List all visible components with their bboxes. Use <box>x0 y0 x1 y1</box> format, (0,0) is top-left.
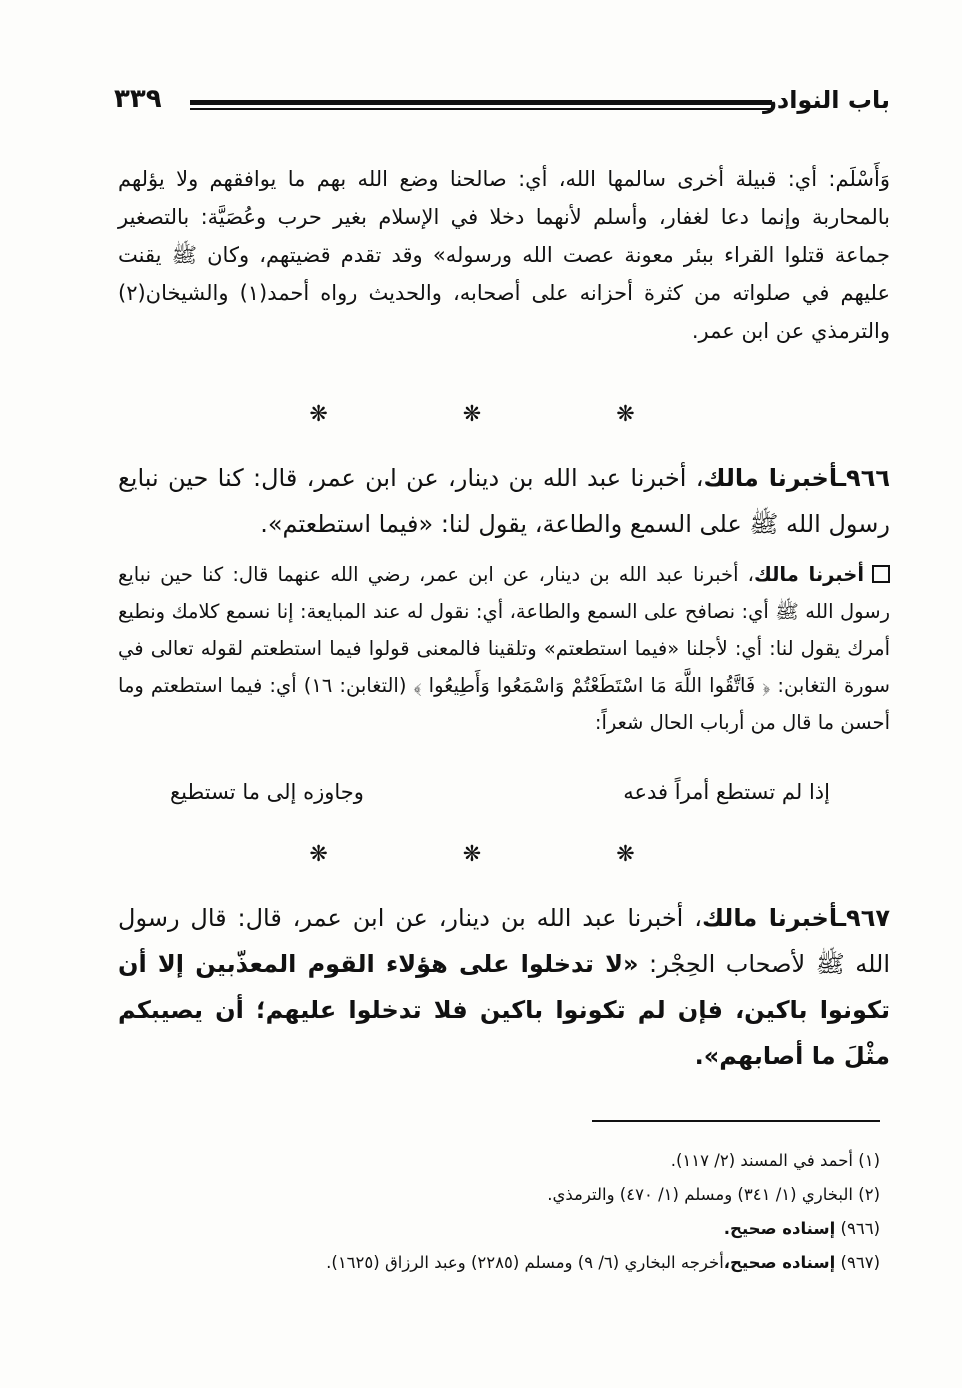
footnote-label: (١) <box>858 1151 880 1170</box>
hadith-narrator: أخبرنا مالك <box>701 904 838 932</box>
page-header <box>100 78 890 128</box>
section-separator: ❋ ❋ ❋ <box>309 842 699 867</box>
chapter-title: باب النوادر <box>763 86 890 114</box>
verse-first-hemistich: إذا لم تستطع أمراً فدعه <box>623 780 830 804</box>
commentary-text: ، أخبرنا عبد الله بن دينار، عن ابن عمر، رضي الله عنهما قال: كنا حين نبايع رسول الله ﷺ أي: نصافح على السمع والطاعة، أي: نقول له عند المبايعة: إنا نسمع كلامك ونطيع أمرك يقول لنا: أي: لأجلنا «فيما استطعتم» وتلقينا فالمعنى قولوا فيما استطعتم لقوله تعالى في سورة التغابن: ﴿ فَاتَّقُوا اللَّهَ مَا اسْتَطَعْتُمْ وَاسْمَعُوا وَأَطِيعُوا ﴾ (التغابن: ١٦) أي: فيما استطعتم وما أحسن ما قال من أرباب الحال شعراً: <box>118 563 890 734</box>
intro-paragraph: وَأَسْلَم: أي: قبيلة أخرى سالمها الله، أي: صالحنا وضع الله بهم ما يوافقهم ولا يؤلهم بالمحاربة وإنما دعا لغفار، وأسلم لأنهما دخلا في الإسلام بغير حرب وعُصَيَّة: بالتصغير جماعة قتلوا القراء ببئر معونة عصت الله ورسوله» وقد تقدم قضيتهم، وكان ﷺ يقنت عليهم في صلواته من كثرة أحزانه على أصحابه، والحديث رواه أحمد(١) والشيخان(٢) والترمذي عن ابن عمر. <box>118 167 890 343</box>
footnote-text: البخاري (١/ ٣٤١) ومسلم (١/ ٤٧٠) والترمذي. <box>547 1185 853 1204</box>
footnote-label: (٢) <box>858 1185 880 1204</box>
hadith-967 <box>118 895 890 1079</box>
footnote-item <box>118 1246 880 1280</box>
footnotes <box>118 1144 880 1280</box>
hadith-number: ٩٦٧ـ <box>837 904 890 932</box>
footnote-item <box>118 1212 880 1246</box>
hadith-text: ، أخبرنا عبد الله بن دينار، عن ابن عمر، قال: قال رسول الله ﷺ لأصحاب الحِجْر: <box>118 904 891 978</box>
hadith-narrator: أخبرنا مالك <box>703 464 838 492</box>
footnote-rule <box>592 1120 880 1122</box>
commentary-966 <box>118 556 890 741</box>
footnote-grade: إسناده صحيح. <box>723 1219 836 1238</box>
hadith-quote: «لا تدخلوا على هؤلاء القوم المعذّبين إلا أن تكونوا باكين، فإن لم تكونوا باكين فلا تدخلوا عليهم؛ أن يصيبكم مثْلَ ما أصابهم». <box>118 950 890 1070</box>
footnote-label: (٩٦٦) <box>840 1219 880 1238</box>
footnote-item <box>118 1144 880 1178</box>
header-rule-thin <box>190 108 772 110</box>
section-separator: ❋ ❋ ❋ <box>309 402 699 427</box>
verse-second-hemistich: وجاوزه إلى ما تستطيع <box>170 780 364 804</box>
footnote-label: (٩٦٧) <box>840 1253 880 1272</box>
page-number: ٣٣٩ <box>114 84 162 114</box>
footnote-item <box>118 1178 880 1212</box>
footnote-text: أحمد في المسند (٢/ ١١٧). <box>670 1151 853 1170</box>
hadith-966 <box>118 455 890 547</box>
hadith-number: ٩٦٦ـ <box>837 464 890 492</box>
square-marker-icon <box>872 565 890 583</box>
commentary-narrator: أخبرنا مالك <box>753 563 865 586</box>
footnote-text: أخرجه البخاري (٦/ ٩) ومسلم (٢٢٨٥) وعبد الرزاق (١٦٢٥). <box>326 1253 724 1272</box>
footnote-grade: إسناده صحيح، <box>723 1253 836 1272</box>
hadith-text: ، أخبرنا عبد الله بن دينار، عن ابن عمر، قال: كنا حين نبايع رسول الله ﷺ على السمع والطاعة، يقول لنا: «فيما استطعتم». <box>118 464 890 538</box>
header-rule <box>190 100 772 105</box>
